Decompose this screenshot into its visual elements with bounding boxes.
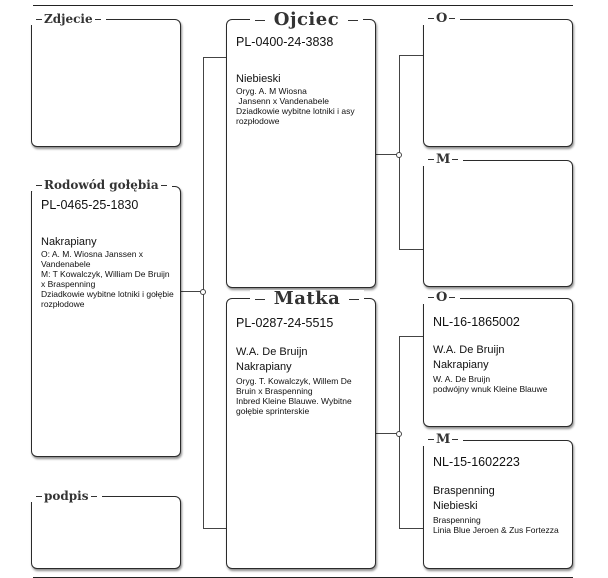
title-dash (36, 19, 42, 20)
photo-title-text: Zdjecie (44, 12, 93, 26)
father-note: Jansenn x Vandenabele (236, 96, 329, 106)
father-title (250, 11, 363, 29)
father-title-text: Ojciec (273, 9, 340, 30)
signature-title (31, 490, 102, 502)
mother-mother-color: Niebieski (433, 500, 478, 512)
mother-mother-title (423, 433, 463, 446)
title-dash (36, 185, 42, 186)
father-mother-title-text: M (436, 152, 451, 167)
father-father-title-text: O (436, 11, 448, 26)
father-mother-box (423, 160, 573, 287)
connector (203, 528, 226, 529)
mother-mother-note: Linia Blue Jeroen & Zus Fortezza (433, 525, 559, 535)
connector (399, 249, 423, 250)
top-rule (33, 5, 573, 6)
mother-father-title (423, 291, 460, 304)
pigeon-note: O: A. M. Wiosna Janssen x Vandenabele (41, 249, 144, 269)
father-father-box (423, 19, 573, 147)
pigeon-title (31, 179, 172, 191)
connector-dot (200, 289, 206, 295)
title-dash (428, 159, 434, 160)
connector (399, 336, 423, 337)
mother-title (250, 290, 364, 308)
father-box (226, 19, 376, 288)
father-note: Dziadkowie wybitne lotniki i asy rozpłodowe (236, 106, 355, 126)
title-dash (255, 20, 265, 21)
title-dash (36, 496, 42, 497)
mother-box (226, 298, 376, 569)
mother-mother-title-text: M (436, 432, 451, 447)
mother-father-ring-number: NL-16-1865002 (433, 315, 520, 329)
mother-father-title-text: O (436, 290, 448, 305)
title-dash (349, 299, 359, 300)
photo-box[interactable] (31, 19, 181, 147)
pigeon-color: Nakrapiany (41, 236, 97, 248)
father-mother-title (423, 153, 463, 166)
title-dash (452, 439, 458, 440)
pigeon-box (31, 186, 181, 457)
title-dash (95, 19, 101, 20)
title-dash (428, 297, 434, 298)
mother-breeder: W.A. De Bruijn (236, 346, 308, 358)
title-dash (255, 299, 265, 300)
pigeon-ring-number: PL-0465-25-1830 (41, 198, 139, 212)
title-dash (348, 20, 358, 21)
connector-dot (396, 431, 402, 437)
title-dash (449, 297, 455, 298)
signature-box[interactable] (31, 496, 181, 569)
mother-father-note: podwójny wnuk Kleine Blauwe (433, 384, 548, 394)
mother-note: Oryg. T. Kowalczyk, Willem De Bruin x Braspenning (236, 376, 352, 396)
pigeon-note: M: T Kowalczyk, William De Bruijn x Braspenning (41, 269, 170, 289)
title-dash (428, 439, 434, 440)
pigeon-title-text: Rodowód gołębia (44, 178, 159, 192)
mother-mother-ring-number: NL-15-1602223 (433, 455, 520, 469)
father-father-title (423, 12, 460, 25)
connector (399, 528, 423, 529)
signature-title-text: podpis (44, 489, 89, 503)
photo-title (31, 13, 106, 25)
title-dash (428, 18, 434, 19)
pigeon-note: Dziadkowie wybitne lotniki i gołębie rozpłodowe (41, 289, 174, 309)
mother-note: Inbred Kleine Blauwe. Wybitne gołębie sprinterskie (236, 396, 352, 416)
mother-color: Nakrapiany (236, 361, 292, 373)
title-dash (449, 18, 455, 19)
father-ring-number: PL-0400-24-3838 (236, 35, 334, 49)
title-dash (161, 185, 167, 186)
title-dash (452, 159, 458, 160)
title-dash (91, 496, 97, 497)
mother-mother-breeder: Braspenning (433, 485, 495, 497)
mother-mother-note: Braspenning (433, 515, 481, 525)
mother-father-note: W. A. De Bruijn (433, 374, 491, 384)
connector-dot (396, 152, 402, 158)
mother-father-color: Nakrapiany (433, 359, 489, 371)
mother-father-box (423, 298, 573, 427)
mother-title-text: Matka (273, 288, 341, 309)
father-note: Oryg. A. M Wiosna (236, 86, 307, 96)
mother-mother-box (423, 440, 573, 569)
connector (399, 55, 423, 56)
connector (203, 57, 226, 58)
father-color: Niebieski (236, 73, 281, 85)
mother-ring-number: PL-0287-24-5515 (236, 316, 334, 330)
mother-father-breeder: W.A. De Bruijn (433, 344, 505, 356)
